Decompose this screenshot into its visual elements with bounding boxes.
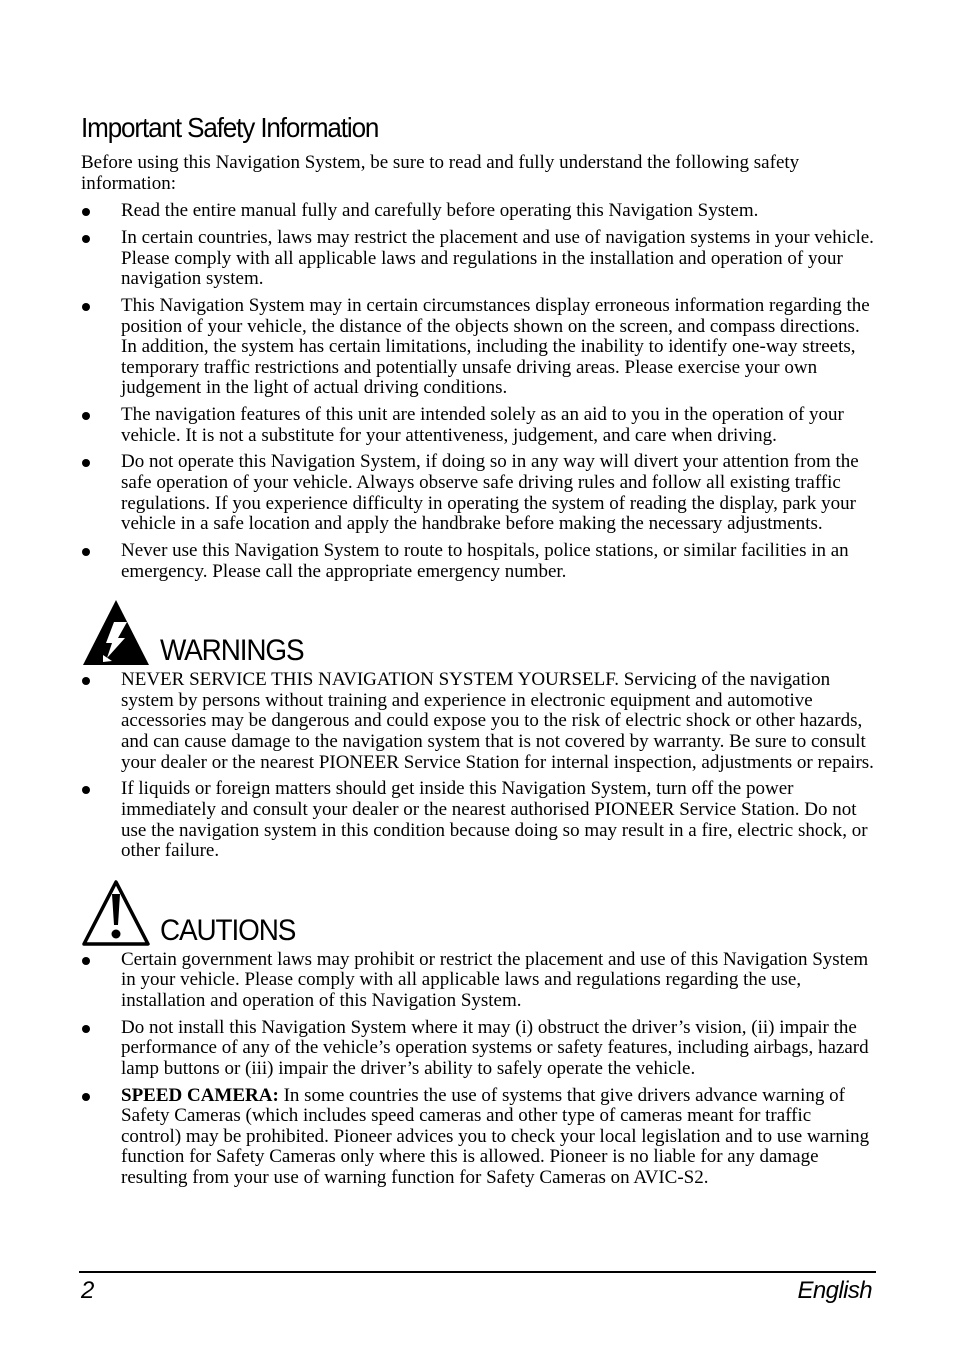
list-item-text: The navigation features of this unit are intended solely as an aid to you in the operation of your vehicle. It is not a substitute for your attentiveness, judgement, and care when driving. — [121, 404, 844, 446]
bullet-icon — [82, 412, 90, 420]
list-item — [81, 296, 876, 399]
bullet-icon — [82, 459, 90, 467]
list-item-text: If liquids or foreign matters should get inside this Navigation System, turn off the power immediately and consult your dealer or the nearest authorised PIONEER Service Station. Do not use the navigation system in this condition because doing so may result in a fire, electric shock, or other failure. — [121, 778, 868, 862]
list-item-text: Never use this Navigation System to route to hospitals, police stations, or similar facilities in an emergency. Please call the appropriate emergency number. — [121, 540, 849, 582]
bullet-icon — [82, 786, 90, 794]
list-item — [81, 228, 876, 290]
list-item — [81, 541, 876, 582]
exclamation-caution-icon — [81, 878, 151, 948]
warnings-header — [81, 596, 876, 668]
bullet-icon — [82, 303, 90, 311]
warnings-title: WARNINGS — [160, 634, 304, 668]
cautions-list — [81, 950, 876, 1189]
cautions-title: CAUTIONS — [160, 913, 296, 947]
list-item-text: This Navigation System may in certain circumstances display erroneous information regarding the position of your vehicle, the distance of the objects shown on the screen, and compass directions. In addition, the system has certain limitations, including the inability to identify one-way streets, temporary traffic restrictions and potentially unsafe driving areas. Please exercise your own judgement in the light of actual driving conditions. — [121, 294, 870, 399]
safety-list — [81, 201, 876, 582]
list-item — [81, 670, 876, 773]
list-item-text: Do not install this Navigation System where it may (i) obstruct the driver’s vision, (ii) impair the performance of any of the vehicle’s operation systems or safety features, including airbags, hazard lamp buttons or (iii) impair the driver’s ability to safely operate the vehicle. — [121, 1016, 869, 1079]
list-item-text: In certain countries, laws may restrict the placement and use of navigation systems in your vehicle. Please comply with all applicable laws and regulations in the installation and operation of your navigation system. — [121, 226, 874, 290]
list-item — [81, 1018, 876, 1080]
speed-camera-text: In some countries the use of systems that give drivers advance warning of Safety Cameras (which includes speed cameras and other type of cameras meant for traffic control) may be prohibited. Pioneer advices you to check your local legislation and to use warning function for Safety Cameras only where this is allowed. Pioneer is no liable for any damage resulting from your use of warning function for Safety Cameras on AVIC-S2. — [121, 1084, 870, 1189]
bullet-icon — [82, 208, 90, 216]
bullet-icon — [82, 957, 90, 965]
list-item-text: Read the entire manual fully and carefully before operating this Navigation System. — [121, 200, 759, 222]
list-item — [81, 405, 876, 446]
list-item — [81, 950, 876, 1012]
list-item-text: Certain government laws may prohibit or restrict the placement and use of this Navigation System in your vehicle. Please comply with all applicable laws and regulations regarding the use, installation and operation of this Navigation System. — [121, 948, 869, 1011]
page-number: 2 — [81, 1277, 94, 1304]
list-item — [81, 1086, 876, 1189]
list-item — [81, 452, 876, 534]
electric-shock-warning-icon — [81, 598, 151, 668]
cautions-header — [81, 876, 876, 948]
page-title: Important Safety Information — [81, 112, 379, 143]
list-item-text: Do not operate this Navigation System, if doing so in any way will divert your attention from the safe operation of your vehicle. Always observe safe driving rules and follow all existing traffic regulations. If you experience difficulty in operating the system of reading the display, park your vehicle in a safe location and apply the handbrake before making the necessary adjustments. — [121, 451, 859, 535]
speed-camera-label: SPEED CAMERA: — [121, 1084, 279, 1106]
list-item-text: NEVER SERVICE THIS NAVIGATION SYSTEM YOURSELF. Servicing of the navigation system by persons without training and experience in electronic equipment and automotive accessories may be dangerous and could expose you to the risk of electric shock or other hazards, and can cause damage to the navigation system that is not covered by warranty. Be sure to consult your dealer or the nearest PIONEER Service Station for internal inspection, adjustments or repairs. — [121, 669, 874, 773]
intro-paragraph: Before using this Navigation System, be sure to read and fully understand the following safety information: — [81, 152, 800, 194]
bullet-icon — [82, 235, 90, 243]
bullet-icon — [82, 1093, 90, 1101]
bullet-icon — [82, 1025, 90, 1033]
bullet-icon — [82, 548, 90, 556]
list-item — [81, 779, 876, 861]
page-footer — [81, 1276, 872, 1306]
warnings-list — [81, 670, 876, 862]
footer-divider — [79, 1271, 876, 1273]
footer-language: English — [797, 1277, 872, 1304]
bullet-icon — [82, 677, 90, 685]
manual-page — [81, 108, 876, 1195]
list-item — [81, 201, 876, 222]
